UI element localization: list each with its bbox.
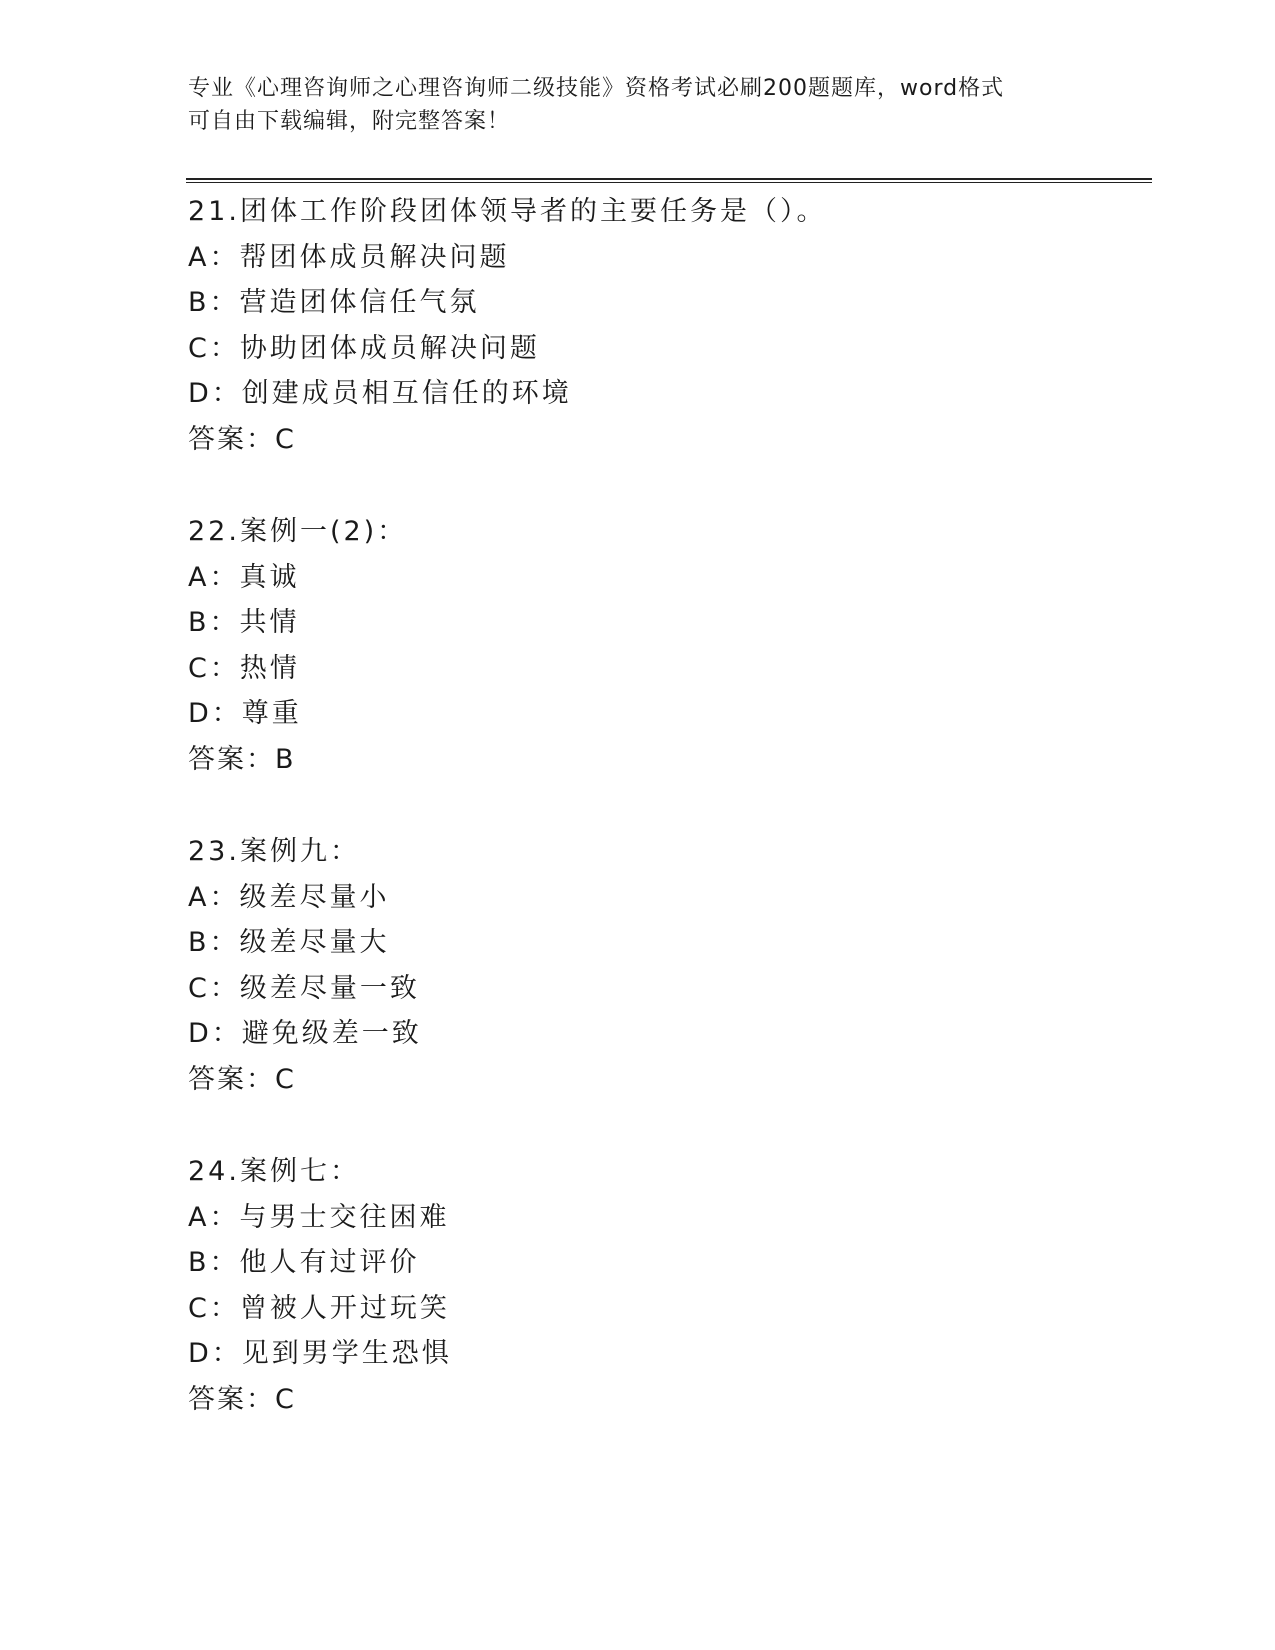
answer-line: 答案：C <box>188 1383 296 1415</box>
question-22 <box>188 509 1148 829</box>
option-d: D：创建成员相互信任的环境 <box>188 378 572 409</box>
question-stem: 21.团体工作阶段团体领导者的主要任务是（）。 <box>188 196 827 227</box>
option-b: B：级差尽量大 <box>188 927 390 958</box>
header-line-2: 可自由下载编辑，附完整答案！ <box>188 109 511 134</box>
option-a: A：真诚 <box>188 561 300 593</box>
question-21 <box>188 189 1148 509</box>
answer-line: 答案：B <box>188 743 296 775</box>
question-stem: 23.案例九： <box>188 836 360 867</box>
question-stem: 22.案例一(2)： <box>188 516 408 547</box>
answer-line: 答案：C <box>188 1063 296 1095</box>
option-a: A：与男士交往困难 <box>188 1201 450 1233</box>
option-c: C：曾被人开过玩笑 <box>188 1292 450 1324</box>
option-d: D：见到男学生恐惧 <box>188 1338 452 1369</box>
option-c: C：协助团体成员解决问题 <box>188 332 540 364</box>
option-b: B：他人有过评价 <box>188 1247 420 1278</box>
question-24 <box>188 1149 1148 1469</box>
option-d: D：尊重 <box>188 698 302 729</box>
option-d: D：避免级差一致 <box>188 1018 422 1049</box>
option-b: B：营造团体信任气氛 <box>188 287 480 318</box>
option-c: C：级差尽量一致 <box>188 972 420 1004</box>
option-a: A：帮团体成员解决问题 <box>188 241 510 273</box>
document-header <box>188 72 1088 138</box>
header-line-1: 专业《心理咨询师之心理咨询师二级技能》资格考试必刷200题题库，word格式 <box>188 76 1005 101</box>
question-list <box>188 189 1148 1469</box>
option-b: B：共情 <box>188 607 300 638</box>
answer-line: 答案：C <box>188 423 296 455</box>
option-c: C：热情 <box>188 652 300 684</box>
option-a: A：级差尽量小 <box>188 881 390 913</box>
question-stem: 24.案例七： <box>188 1156 360 1187</box>
header-divider <box>186 178 1152 183</box>
question-23 <box>188 829 1148 1149</box>
